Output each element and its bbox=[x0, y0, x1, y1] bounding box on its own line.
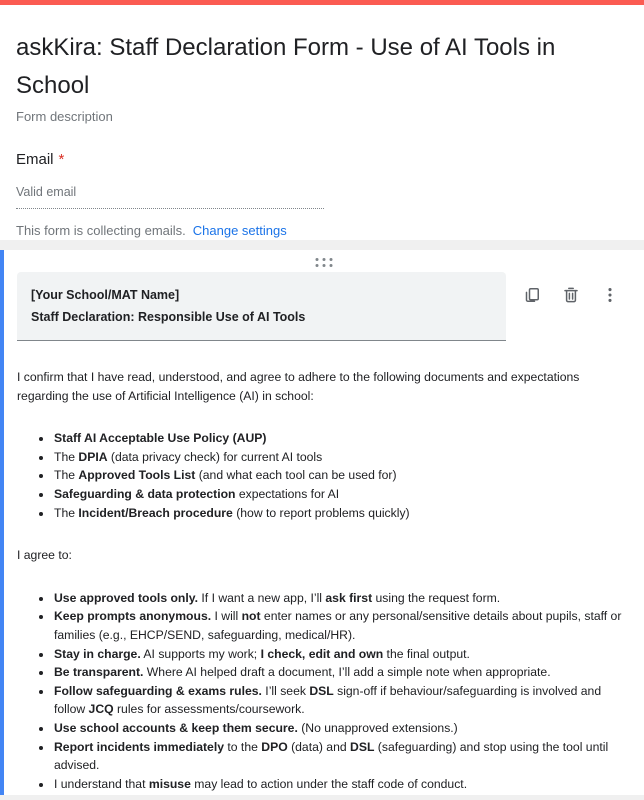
agree-paragraph: I agree to: bbox=[17, 548, 72, 563]
change-settings-link[interactable]: Change settings bbox=[192, 223, 287, 238]
question-description[interactable] bbox=[17, 368, 622, 793]
email-label bbox=[16, 150, 628, 169]
form-header-card bbox=[0, 5, 644, 240]
duplicate-icon bbox=[523, 286, 541, 304]
list-item: • Keep prompts anonymous. I will not enter names or any personal/sensitive details about pupils, staff or families (e.g., EHCP/SEND, safeguarding, medical/HR). bbox=[53, 607, 622, 644]
question-title-line-2: Staff Declaration: Responsible Use of AI Tools bbox=[31, 310, 306, 324]
question-toolbar bbox=[520, 272, 622, 307]
trash-icon bbox=[562, 286, 580, 304]
list-item: • Use school accounts & keep them secure. (No unapproved extensions.) bbox=[53, 719, 622, 738]
question-card bbox=[0, 250, 644, 795]
list-item: • The DPIA (data privacy check) for current AI tools bbox=[53, 448, 622, 467]
list-item: • Staff AI Acceptable Use Policy (AUP) bbox=[53, 429, 622, 448]
list-item: • The Approved Tools List (and what each tool can be used for) bbox=[53, 466, 622, 485]
form-description-placeholder[interactable]: Form description bbox=[16, 109, 113, 124]
form-title[interactable]: askKira: Staff Declaration Form - Use of AI Tools in School bbox=[16, 34, 556, 99]
list-item: • Follow safeguarding & exams rules. I’ll seek DSL sign-off if behaviour/safeguarding is involved and follow JCQ rules for assessments/coursework. bbox=[53, 682, 622, 719]
kebab-menu-icon bbox=[601, 286, 619, 304]
delete-button[interactable] bbox=[559, 283, 583, 307]
list-item: • Stay in charge. AI supports my work; I check, edit and own the final output. bbox=[53, 645, 622, 664]
section-divider bbox=[0, 240, 644, 250]
drag-handle-icon[interactable] bbox=[316, 258, 333, 267]
list-item: • I understand that misuse may lead to action under the staff code of conduct. bbox=[53, 775, 622, 794]
email-input[interactable] bbox=[16, 185, 324, 209]
list-item: • Use approved tools only. If I want a new app, I’ll ask first using the request form. bbox=[53, 589, 622, 608]
list-item: • Report incidents immediately to the DPO (data) and DSL (safeguarding) and stop using the tool until advised. bbox=[53, 738, 622, 775]
email-collection-row bbox=[16, 222, 628, 240]
more-options-button[interactable] bbox=[598, 283, 622, 307]
question-title-block[interactable] bbox=[17, 272, 506, 341]
intro-paragraph: I confirm that I have read, understood, and agree to adhere to the following documents and expectations regarding the use of Artificial Intelligence (AI) in school: bbox=[17, 370, 580, 403]
documents-list bbox=[17, 429, 622, 522]
required-asterisk: * bbox=[58, 151, 65, 168]
question-title-line-1: [Your School/MAT Name] bbox=[31, 288, 180, 302]
collecting-emails-text: This form is collecting emails. bbox=[16, 223, 186, 238]
commitments-list bbox=[17, 589, 622, 794]
page-background-strip bbox=[0, 795, 644, 800]
email-label-text: Email bbox=[16, 151, 54, 168]
list-item: • Be transparent. Where AI helped draft a document, I’ll add a simple note when appropriate. bbox=[53, 663, 622, 682]
list-item: • The Incident/Breach procedure (how to report problems quickly) bbox=[53, 504, 622, 523]
list-item: • Safeguarding & data protection expectations for AI bbox=[53, 485, 622, 504]
duplicate-button[interactable] bbox=[520, 283, 544, 307]
